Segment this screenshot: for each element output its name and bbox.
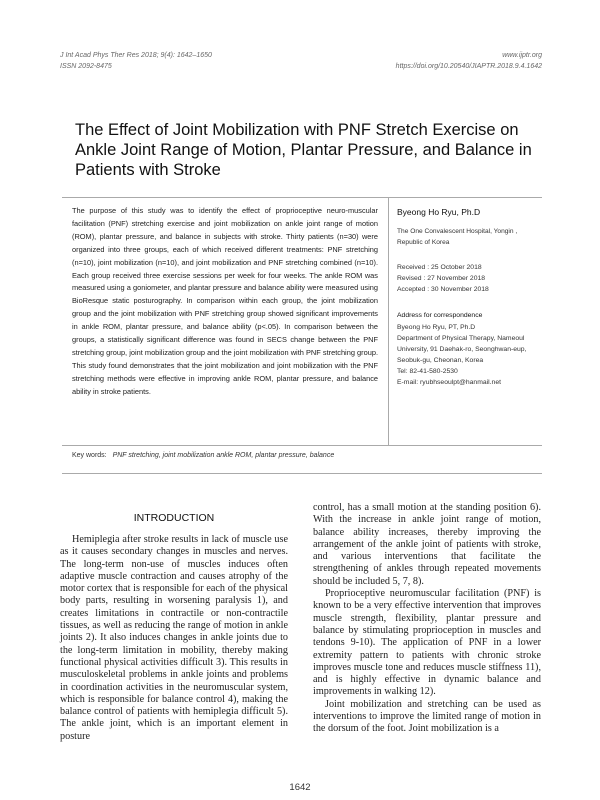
received-date: Received : 25 October 2018 bbox=[397, 264, 482, 271]
journal-citation: J Int Acad Phys Ther Res 2018; 9(4): 1642–1650 bbox=[60, 52, 212, 59]
correspondence-name: Byeong Ho Ryu, PT, Ph.D bbox=[397, 324, 476, 331]
journal-website-link[interactable]: www.ijptr.org bbox=[502, 52, 542, 59]
author-affiliation: The One Convalescent Hospital, Yongin , Republic of Korea bbox=[397, 228, 518, 246]
doi-link[interactable]: https://doi.org/10.20540/JIAPTR.2018.9.4.1642 bbox=[395, 63, 542, 70]
article-title: The Effect of Joint Mobilization with PNF Stretch Exercise on Ankle Joint Range of Motion, Plantar Pressure, and Balance in Patients with Stroke bbox=[75, 121, 532, 179]
journal-header-left bbox=[60, 50, 212, 72]
correspondence-tel: Tel: 82-41-580-2530 bbox=[397, 368, 458, 375]
keywords-label: Key words: bbox=[72, 452, 107, 459]
page-number: 1642 bbox=[289, 782, 311, 793]
keywords-divider bbox=[62, 445, 542, 446]
keywords-text: PNF stretching, joint mobilization ankle ROM, plantar pressure, balance bbox=[112, 452, 335, 459]
correspondence-email[interactable]: E-mail: ryubhseoulpt@hanmail.net bbox=[397, 379, 501, 386]
correspondence-label: Address for correspondence bbox=[397, 312, 483, 319]
body-paragraph: Joint mobilization and stretching can be used as interventions to improve the limited range of motion in the dorsum of the foot. Joint mobilization is a bbox=[313, 698, 541, 735]
body-left-column: Hemiplegia after stroke results in lack of muscle use as it causes secondary changes in muscles and nerves. The long-term non-use of muscles induces often adaptive muscle contraction and causes atrophy of the motor cortex that is responsible for each of the physical body parts, resulting in worsening paralysis 1), and creates limitations in contractile or non-contractile tissues, as well as reducing the range of motion in ankle joints 2). It also induces changes in ankle joints due to the long-term limitation in mobility, thereby making functional physical activities difficult 3). This results in musculoskeletal problems in ankle joints and problems in coordination activities in the neuromuscular system, which is responsible for balance control 4), making the balance control of patients with hemiplegia difficult 5). The ankle joint, which is an important element in posture bbox=[60, 534, 288, 742]
journal-header-right bbox=[396, 50, 542, 72]
abstract-text: The purpose of this study was to identify the effect of proprioceptive neuro-muscular facilitation (PNF) stretching exercise and joint mobilization on ankle joint range of motion (ROM), plantar pressure, and balance in subjects with stroke. Thirty patients (n=30) were organized into three groups, each of which received different treatments: PNF stretching (n=10), joint mobilization (n=10), and joint mobilization and PNF stretching combined (n=10). Each group received three exercise sessions per week for four weeks. The ankle ROM was measured using a goniometer, and plantar pressure and balance ability were measured using BioResque static posturography. In comparison within each group, the joint mobilization group and the joint mobilization with PNF stretching group showed significant improvements in ankle ROM, plantar pressure, and balance ability (p<.05). In comparison between the groups, a statistically significant difference was found in SECS change between the PNF stretching group, joint mobilization group and the joint mobilization with PNF stretching group. This study found demonstrates that the joint mobilization and joint mobilization with the PNF stretching methods were effective in improving ankle ROM, plantar pressure, and balance ability in stroke patients. bbox=[72, 206, 378, 396]
body-right-column bbox=[313, 502, 541, 736]
correspondence-department: Department of Physical Therapy, Nameoul University, 91 Daehak-ro, Seonghwan-eup, Seobuk-gu, Cheonan, Korea bbox=[397, 335, 527, 364]
author-name: Byeong Ho Ryu, Ph.D bbox=[397, 207, 481, 217]
body-paragraph: Proprioceptive neuromuscular facilitation (PNF) is known to be a very effective intervention that improves muscle strength, flexibility, plantar pressure and balance by stimulating proprioception in muscles and tendons 9-10). The application of PNF in a lower extremity pattern to patients with chronic stroke improves muscle tone and reduces muscle stiffness 11), and is highly effective in dynamic balance and improvements in walking 12). bbox=[313, 588, 541, 698]
section-heading-introduction: INTRODUCTION bbox=[133, 512, 215, 524]
correspondence-block bbox=[397, 310, 542, 388]
abstract-sidebar-divider bbox=[388, 197, 389, 445]
accepted-date: Accepted : 30 November 2018 bbox=[397, 286, 489, 293]
article-dates bbox=[397, 262, 542, 295]
body-paragraph: control, has a small motion at the standing position 6). With the increase in ankle joint range of motion, balance ability increases, thereby improving the arrangement of the ankle joint of patients with stroke, and various interventions that facilitate the strengthening of ankles through repeated movements should be included 5, 7, 8). bbox=[313, 502, 541, 587]
revised-date: Revised : 27 November 2018 bbox=[397, 275, 486, 282]
keywords-line bbox=[72, 452, 334, 459]
journal-issn: ISSN 2092-8475 bbox=[60, 63, 112, 70]
